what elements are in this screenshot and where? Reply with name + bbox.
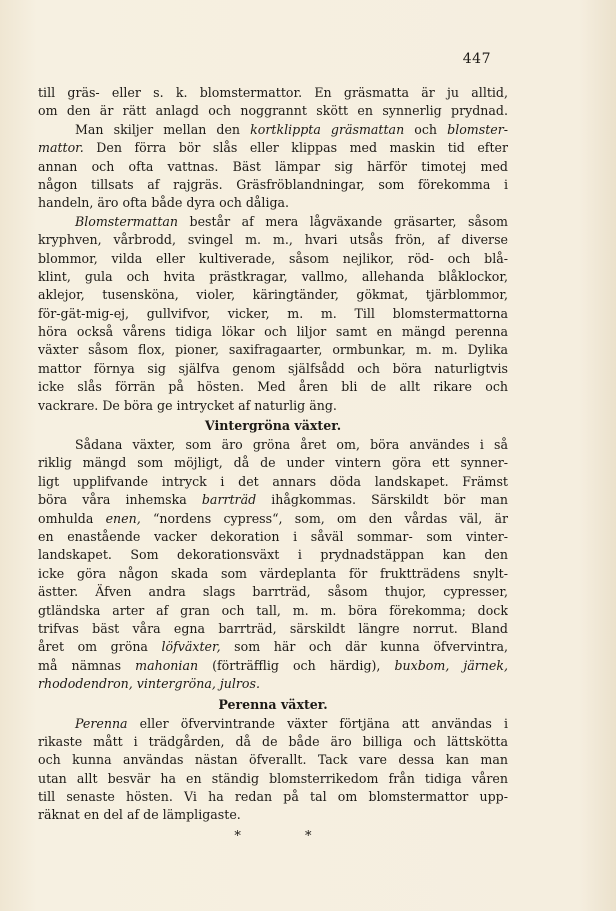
text-line xyxy=(38,378,508,396)
text-line xyxy=(38,305,508,323)
text-line xyxy=(38,360,508,378)
text-run: handeln, äro ofta både dyra och dåliga. xyxy=(38,195,290,211)
section-separator: * * xyxy=(234,828,312,844)
text-run: trifvas bäst våra egna barrträd, särskildt längre norrut. Bland xyxy=(38,620,508,636)
text-line xyxy=(38,546,508,564)
text-run: Man skiljer mellan den xyxy=(75,121,251,137)
page-number: 447 xyxy=(462,51,491,67)
text-run: ligt upplifvande intryck i det annars döda landskapet. Främst xyxy=(38,473,508,489)
text-run: om den är rätt anlagd och noggrannt skött en synnerlig prydnad. xyxy=(38,103,508,119)
text-run: kryphven, vårbrodd, svingel m. m., hvari utsås frön, af diverse xyxy=(38,232,508,248)
text-line xyxy=(38,194,508,212)
text-run: riklig mängd som möjligt, då de under vintern göra ett synner- xyxy=(38,455,508,471)
text-line xyxy=(38,286,508,304)
text-run: till gräs- eller s. k. blomstermattor. En gräsmatta är ju alltid, xyxy=(38,85,508,100)
text-line xyxy=(38,657,508,675)
text-run: omhulda xyxy=(38,510,106,526)
italic-text-run: rhododendron, vintergröna, julros. xyxy=(38,676,260,692)
text-run: icke slås förrän på hösten. Med åren bli de allt rikare och xyxy=(38,379,508,395)
italic-text-run: Perenna xyxy=(75,715,128,731)
text-line xyxy=(38,602,508,620)
italic-text-run: barrträd xyxy=(201,492,257,508)
text-run: en enastående vacker dekoration i såväl sommar- som vinter- xyxy=(38,528,508,544)
text-run: mattor förnya sig själfva genom själfsådd och böra naturligtvis xyxy=(38,360,508,376)
text-run: höra också vårens tidiga lökar och liljor samt en mängd perenna xyxy=(38,324,508,340)
text-line xyxy=(38,733,508,751)
text-run: blommor, vilda eller kultiverade, såsom nejlikor, röd- och blå- xyxy=(38,250,508,266)
italic-text-run: mahonian xyxy=(135,657,199,673)
text-line xyxy=(38,158,508,176)
text-run: må nämnas xyxy=(38,657,136,673)
italic-text-run: Blomstermattan xyxy=(75,213,178,229)
text-line xyxy=(38,102,508,120)
body-text xyxy=(38,84,508,847)
text-run: och kunna användas nästan öfverallt. Tack vare dessa kan man xyxy=(38,752,508,768)
text-line xyxy=(38,583,508,601)
text-line xyxy=(38,770,508,788)
text-run: annan och ofta vattnas. Bäst lämpar sig härför timotej med xyxy=(38,158,508,174)
italic-text-run: blomster- xyxy=(447,121,508,137)
text-run: (förträfflig och härdig), xyxy=(198,657,395,673)
text-line xyxy=(38,139,508,157)
italic-text-run: kortklippta gräsmattan xyxy=(250,121,405,137)
text-line xyxy=(38,565,508,583)
text-line xyxy=(38,436,508,454)
text-line xyxy=(38,620,508,638)
text-run: ästter. Äfven andra slags barrträd, såsom thujor, cypresser, xyxy=(38,584,508,600)
text-run: Den förra bör slås eller klippas med maskin tid efter xyxy=(83,140,508,156)
text-run: gtländska arter af gran och tall, m. m. böra förekomma; dock xyxy=(38,602,508,618)
text-run: aklejor, tusensköna, violer, käringtänder, gökmat, tjärblommor, xyxy=(38,287,508,303)
text-line xyxy=(38,250,508,268)
text-line xyxy=(38,397,508,415)
text-line xyxy=(38,806,508,824)
section-heading: Vintergröna växter. xyxy=(204,418,342,434)
text-run: räknat en del af de lämpligaste. xyxy=(38,807,241,823)
text-run: utan allt besvär ha en ständig blomsterrikedom från tidiga våren xyxy=(38,770,508,786)
text-run: består af mera lågväxande gräsarter, såsom xyxy=(178,213,508,229)
text-line xyxy=(38,176,508,194)
text-run: till senaste hösten. Vi ha redan på tal om blomstermattor upp- xyxy=(38,789,508,805)
text-line xyxy=(38,341,508,359)
text-run: rikaste mått i trädgården, då de både äro billiga och lättskötta xyxy=(38,733,508,749)
text-run: icke göra någon skada som värdeplanta för fruktträdens snylt- xyxy=(38,565,508,581)
text-line xyxy=(38,751,508,769)
text-line xyxy=(38,213,508,231)
text-run: Sådana växter, som äro gröna året om, böra användes i så xyxy=(75,437,508,453)
text-line xyxy=(38,715,508,733)
text-line xyxy=(38,788,508,806)
text-run: året om gröna xyxy=(38,639,162,655)
text-line xyxy=(38,454,508,472)
text-line xyxy=(38,473,508,491)
text-run: eller öfvervintrande växter förtjäna att användas i xyxy=(127,715,508,731)
text-line xyxy=(38,268,508,286)
text-run: vackrare. De böra ge intrycket af naturlig äng. xyxy=(38,397,337,413)
text-run: böra våra inhemska xyxy=(38,492,202,508)
section-heading: Perenna växter. xyxy=(218,696,328,712)
text-line xyxy=(38,528,508,546)
text-line xyxy=(38,121,508,139)
text-line xyxy=(38,510,508,528)
text-run: “nordens cypress“, som, om den vårdas väl, är xyxy=(140,510,508,526)
text-run: ihågkommas. Särskildt bör man xyxy=(256,492,508,508)
italic-text-run: mattor. xyxy=(38,140,84,156)
text-line xyxy=(38,638,508,656)
text-run: som här och där kunna öfvervintra, xyxy=(220,639,508,655)
text-run: någon tillsats af rajgräs. Gräsfröblandningar, som förekomma i xyxy=(38,176,508,192)
text-run: klint, gula och hvita prästkragar, vallmo, allehanda blåklockor, xyxy=(38,268,508,284)
text-run: växter såsom flox, pioner, saxifragaarter, ormbunkar, m. m. Dylika xyxy=(38,342,508,358)
italic-text-run: löfväxter, xyxy=(161,639,221,655)
text-run: för-gät-mig-ej, gullvifvor, vicker, m. m. Till blomstermattorna xyxy=(38,305,508,321)
text-run: landskapet. Som dekorationsväxt i prydnadstäppan kan den xyxy=(38,547,508,563)
text-line xyxy=(38,675,508,693)
italic-text-run: buxbom, järnek, xyxy=(394,657,508,673)
text-line xyxy=(38,323,508,341)
text-line xyxy=(38,231,508,249)
italic-text-run: enen, xyxy=(105,510,141,526)
text-line xyxy=(38,491,508,509)
text-line xyxy=(38,84,508,102)
text-run: och xyxy=(404,121,448,137)
